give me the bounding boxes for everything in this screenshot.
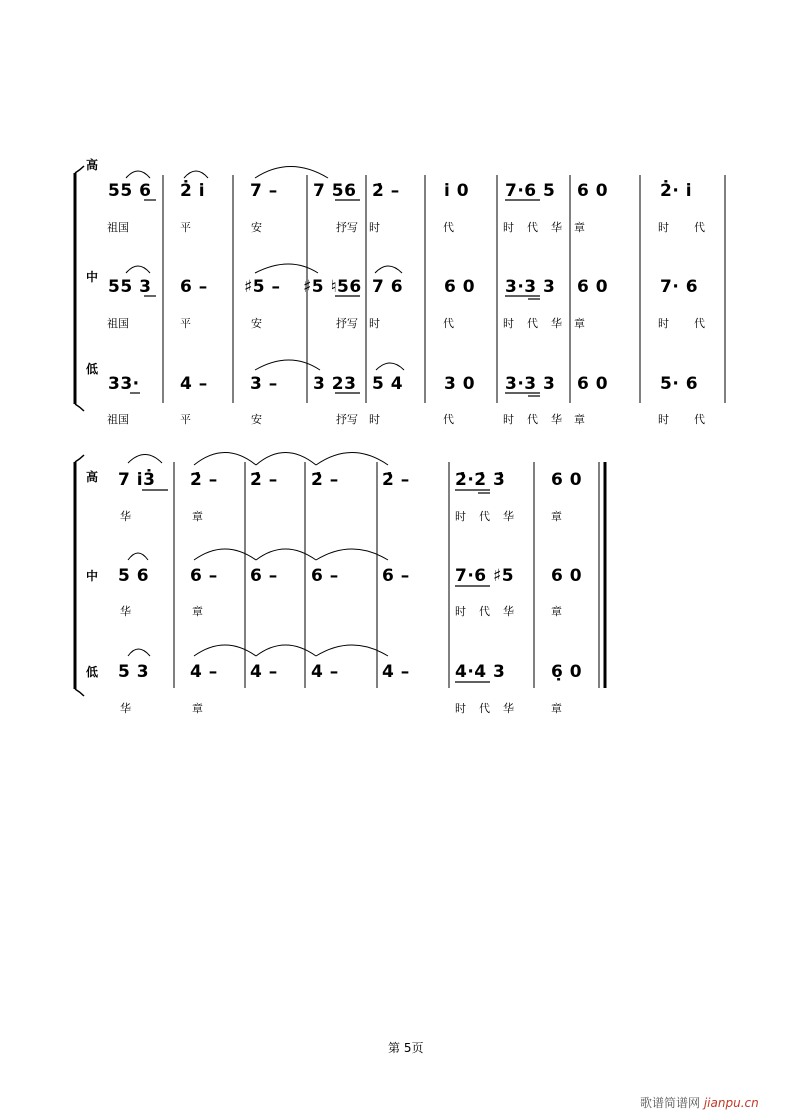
- s1-low-m5: 5 4: [372, 374, 404, 394]
- s1-low-lyric-7: 代: [527, 413, 538, 426]
- s1-mid-m8: 6 0: [577, 277, 609, 297]
- s1-high-m3: 7 –: [250, 181, 278, 201]
- s2-mid-lyric-0: 华: [120, 605, 131, 618]
- s1-mid-lyric-11: 代: [694, 317, 705, 330]
- s2-high-lyric-3: 代: [479, 510, 490, 523]
- s1-high-m7: 7·6 5: [505, 181, 556, 201]
- s1-mid-m3: ♯5 –: [244, 277, 281, 297]
- s2-low-m4: 4 –: [311, 662, 339, 682]
- s1-low-lyric-10: 时: [658, 413, 669, 426]
- s2-high-lyric-4: 华: [503, 510, 514, 523]
- s1-mid-m5: 7 6: [372, 277, 404, 297]
- system-1-bracket-top: [75, 166, 84, 173]
- page-number: 第 5页: [388, 1041, 424, 1055]
- s1-mid-m2: 6 –: [180, 277, 208, 297]
- s2-high-m4: 2̇ –: [311, 470, 339, 490]
- part-label-low-2: 低: [86, 665, 99, 679]
- s1-high-lyric-8: 华: [551, 221, 562, 234]
- s2-high-m2: 2̇ –: [190, 470, 218, 490]
- s2-low-lyric-2: 时: [455, 702, 466, 715]
- s2-high-lyric-1: 章: [192, 510, 203, 523]
- watermark-url: jianpu.cn: [703, 1096, 759, 1110]
- s2-high-lyric-0: 华: [120, 510, 131, 523]
- s1-low-lyric-8: 华: [551, 413, 562, 426]
- s2-low-m6: 4·4 3: [455, 662, 506, 682]
- s2-low-lyric-5: 章: [551, 702, 562, 715]
- s1-high-lyric-11: 代: [694, 221, 705, 234]
- s1-mid-lyric-9: 章: [574, 317, 585, 330]
- s2-mid-lyric-4: 华: [503, 605, 514, 618]
- s2-low-lyric-3: 代: [479, 702, 490, 715]
- s1-mid-lyric-7: 代: [527, 317, 538, 330]
- s1-mid-m4: ♯5 ♮56: [303, 277, 362, 297]
- s1-high-lyric-9: 章: [574, 221, 585, 234]
- s1-high-m4: 7 56: [313, 181, 357, 201]
- s2-low-lyric-4: 华: [503, 702, 514, 715]
- s2-mid-lyric-2: 时: [455, 605, 466, 618]
- s1-mid-lyric-0: 祖国: [107, 317, 129, 330]
- s1-mid-lyric-10: 时: [658, 317, 669, 330]
- s2-high-m7: 6 0: [551, 470, 583, 490]
- s2-mid-m5: 6 –: [382, 566, 410, 586]
- s1-mid-lyric-5: 代: [443, 317, 454, 330]
- s2-low-m1: 5 3: [118, 662, 150, 682]
- s2-mid-lyric-3: 代: [479, 605, 490, 618]
- part-label-mid: 中: [86, 270, 99, 284]
- s2-mid-m6: 7·6 ♯5: [455, 566, 515, 586]
- s1-low-lyric-2: 安: [251, 413, 262, 426]
- s1-mid-lyric-4: 时: [369, 317, 380, 330]
- s2-mid-lyric-1: 章: [192, 605, 203, 618]
- s1-high-lyric-5: 代: [443, 221, 454, 234]
- s2-mid-m7: 6 0: [551, 566, 583, 586]
- s1-mid-m6: 6 0: [444, 277, 476, 297]
- s1-low-m2: 4 –: [180, 374, 208, 394]
- s2-high-m6: 2̇·2̇ 3̇: [455, 470, 506, 490]
- s2-low-lyric-1: 章: [192, 702, 203, 715]
- s2-mid-m3: 6 –: [250, 566, 278, 586]
- s1-low-lyric-5: 代: [443, 413, 454, 426]
- s1-low-m9: 5· 6: [660, 374, 699, 394]
- s1-low-m7: 3·3 3: [505, 374, 556, 394]
- s2-mid-lyric-5: 章: [551, 605, 562, 618]
- s1-high-m8: 6 0: [577, 181, 609, 201]
- s1-mid-m1: 55 3: [108, 277, 152, 297]
- s2-high-lyric-5: 章: [551, 510, 562, 523]
- s1-low-lyric-0: 祖国: [107, 413, 129, 426]
- s1-high-m1: 55 6: [108, 181, 152, 201]
- s2-mid-m4: 6 –: [311, 566, 339, 586]
- s1-low-lyric-4: 时: [369, 413, 380, 426]
- s1-high-m2: 2̇ i̇: [180, 181, 206, 201]
- part-label-mid-2: 中: [86, 569, 99, 583]
- s1-high-lyric-4: 时: [369, 221, 380, 234]
- s2-high-lyric-2: 时: [455, 510, 466, 523]
- s1-high-m9: 2̇· i̇: [660, 181, 693, 201]
- s1-low-m8: 6 0: [577, 374, 609, 394]
- s1-low-lyric-3: 抒写: [336, 413, 358, 426]
- s1-mid-m9: 7· 6: [660, 277, 699, 297]
- s1-high-lyric-1: 平: [180, 221, 191, 234]
- part-label-low: 低: [86, 362, 99, 376]
- s1-low-lyric-6: 时: [503, 413, 514, 426]
- s1-high-lyric-0: 祖国: [107, 221, 129, 234]
- s2-low-m3: 4 –: [250, 662, 278, 682]
- s2-low-m5: 4 –: [382, 662, 410, 682]
- s1-mid-lyric-2: 安: [251, 317, 262, 330]
- s1-high-lyric-6: 时: [503, 221, 514, 234]
- s2-mid-m1: 5 6: [118, 566, 150, 586]
- s1-mid-lyric-1: 平: [180, 317, 191, 330]
- s1-high-m6: i̇ 0: [444, 181, 470, 201]
- s1-low-lyric-1: 平: [180, 413, 191, 426]
- s1-high-lyric-7: 代: [527, 221, 538, 234]
- system-1-underlines: [130, 200, 540, 396]
- s1-low-lyric-9: 章: [574, 413, 585, 426]
- s1-mid-m7: 3·3 3: [505, 277, 556, 297]
- s2-mid-m2: 6 –: [190, 566, 218, 586]
- s1-low-lyric-11: 代: [694, 413, 705, 426]
- s1-low-m3: 3 –: [250, 374, 278, 394]
- s1-mid-lyric-6: 时: [503, 317, 514, 330]
- s1-low-m4: 3 23: [313, 374, 357, 394]
- s1-high-lyric-2: 安: [251, 221, 262, 234]
- s2-high-m1: 7 i̇3̇: [118, 470, 156, 490]
- s2-low-m2: 4 –: [190, 662, 218, 682]
- s2-high-m5: 2̇ –: [382, 470, 410, 490]
- part-label-high: 高: [86, 158, 99, 172]
- watermark-site-name: 歌谱简谱网: [640, 1096, 701, 1110]
- s1-mid-lyric-8: 华: [551, 317, 562, 330]
- watermark-text: [640, 1094, 759, 1111]
- s2-low-lyric-0: 华: [120, 702, 131, 715]
- s2-high-m3: 2̇ –: [250, 470, 278, 490]
- s1-mid-lyric-3: 抒写: [336, 317, 358, 330]
- part-label-high-2: 高: [86, 470, 99, 484]
- s1-high-lyric-3: 抒写: [336, 221, 358, 234]
- s1-low-m6: 3 0: [444, 374, 476, 394]
- s1-low-m1: 33·: [108, 374, 140, 394]
- s1-high-m5: 2̇ –: [372, 181, 400, 201]
- s2-low-m7: 6̣ 0: [551, 662, 583, 682]
- s1-high-lyric-10: 时: [658, 221, 669, 234]
- system-1-bracket-bottom: [75, 404, 84, 411]
